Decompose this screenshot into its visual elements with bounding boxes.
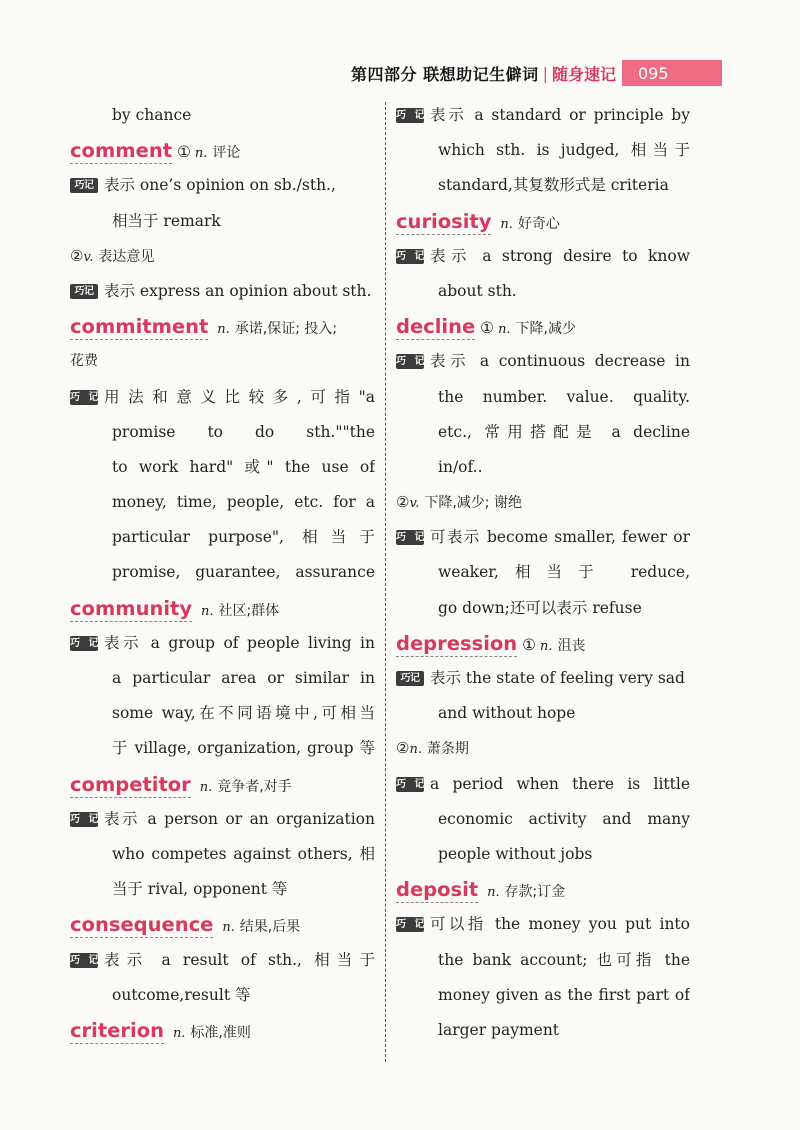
memory-tip-text: 表示 the state of feeling very sad — [430, 669, 685, 687]
memory-tip-text: 可表示 become smaller, fewer or — [430, 528, 690, 547]
definition: 社区;群体 — [218, 602, 280, 619]
part-of-speech: v. — [409, 496, 420, 512]
sense-number: ① — [480, 319, 495, 338]
part-of-speech: n. — [201, 603, 214, 619]
text-line: to work hard" 或" the use of — [112, 457, 375, 476]
text-line: weaker,相当于 reduce, — [438, 563, 690, 582]
memory-tip-line — [396, 239, 690, 274]
memory-tip-text: 表示 a continuous decrease in — [430, 352, 690, 371]
text-line: etc., 常用搭配是 a decline — [438, 422, 690, 441]
memory-tip-text: a period when there is little — [430, 774, 690, 793]
memory-tip-badge: 巧记 — [396, 110, 424, 122]
text-line: 相当于 remark — [112, 211, 221, 230]
text-line: promise, guarantee, assurance — [112, 563, 375, 582]
definition: 表达意见 — [98, 248, 155, 265]
sense-line — [396, 485, 690, 520]
text-line: larger payment — [438, 1020, 560, 1039]
text-line: outcome,result 等 — [112, 985, 251, 1004]
text-line: by chance — [112, 106, 192, 124]
definition: 好奇心 — [517, 215, 560, 232]
part-of-speech: n. — [500, 216, 513, 232]
page-number: 095 — [622, 60, 722, 86]
sense-line — [70, 239, 375, 274]
memory-tip-text: 表示 a strong desire to know — [430, 246, 690, 265]
memory-tip-line — [396, 98, 690, 133]
definition: 存款;订金 — [504, 884, 566, 901]
memory-tip-line — [396, 661, 690, 696]
part-of-speech: n. — [199, 779, 213, 795]
text-line: money, time, people, etc. for a — [112, 493, 375, 512]
entry-headword-line — [70, 591, 375, 626]
text-line: the bank account; 也可指 the — [438, 950, 690, 969]
part-of-speech: n. — [409, 742, 422, 758]
definition: 沮丧 — [557, 637, 586, 654]
part-of-speech: n. — [487, 885, 500, 901]
text-line: the number. value. quality. — [438, 387, 690, 406]
entry-headword-line — [70, 309, 375, 344]
text-line: 当于 rival, opponent 等 — [112, 880, 288, 899]
text-line: economic activity and many — [438, 809, 690, 828]
memory-tip-text: 表示 express an opinion about sth. — [104, 281, 372, 300]
headword: criterion — [70, 1018, 164, 1042]
part-of-speech: n. — [172, 1025, 186, 1041]
column-divider — [385, 102, 386, 1062]
memory-tip-line — [70, 168, 375, 203]
definition: 下降,减少 — [515, 321, 576, 338]
memory-tip-badge: 巧记 — [70, 284, 98, 299]
text-line: some way,在不同语境中,可相当 — [112, 704, 375, 723]
memory-tip-text: 表示 a person or an organization — [104, 809, 375, 828]
memory-tip-text: 用法和意义比较多,可指"a — [104, 387, 375, 406]
memory-tip-line — [70, 626, 375, 661]
memory-tip-text: 可以指 the money you put into — [430, 915, 690, 934]
text-line: who competes against others, 相 — [112, 844, 375, 863]
entry-headword-line — [396, 872, 690, 907]
entry-headword-line — [396, 204, 690, 239]
definition: 结果,后果 — [239, 919, 301, 936]
memory-tip-text: 表示 a group of people living in — [104, 633, 375, 652]
definition: 标准,准则 — [190, 1024, 251, 1041]
part-of-speech: n. — [498, 322, 511, 338]
header-separator: | — [542, 63, 548, 83]
part-of-speech: n. — [217, 322, 230, 338]
headword: competitor — [70, 772, 191, 796]
right-column — [396, 98, 690, 1048]
memory-tip-line — [70, 274, 375, 309]
sense-number: ② — [70, 246, 84, 265]
entry-headword-line — [70, 767, 375, 802]
continuation-text: 花费 — [70, 353, 98, 370]
page-header — [351, 58, 722, 88]
memory-tip-line — [396, 907, 690, 942]
headword: comment — [70, 139, 173, 163]
text-line: go down;还可以表示 refuse — [438, 598, 642, 617]
memory-tip-line — [396, 767, 690, 802]
definition: 萧条期 — [426, 741, 469, 758]
text-line: about sth. — [438, 281, 517, 300]
section-title: 第四部分 联想助记生僻词 — [351, 64, 539, 84]
memory-tip-line — [70, 943, 375, 978]
text-line: people without jobs — [438, 844, 593, 863]
entry-headword-line — [70, 1013, 375, 1048]
sense-number: ② — [396, 739, 410, 758]
part-of-speech: v. — [83, 249, 94, 265]
headword: decline — [396, 315, 476, 339]
left-column — [70, 98, 375, 1048]
definition: 下降,减少; 谢绝 — [424, 495, 522, 512]
sense-number: ① — [522, 635, 537, 654]
text-line: which sth. is judged, 相当于 — [438, 141, 690, 160]
headword: curiosity — [396, 209, 492, 233]
memory-tip-line — [396, 520, 690, 555]
entry-headword-line — [396, 626, 690, 661]
headword: deposit — [396, 878, 479, 902]
memory-tip-badge: 巧记 — [70, 954, 98, 966]
part-of-speech: n. — [222, 920, 235, 936]
text-line: 于 village, organization, group 等 — [112, 739, 375, 758]
headword: depression — [396, 631, 518, 655]
text-line: money given as the first part of — [438, 985, 690, 1004]
entry-headword-line — [70, 907, 375, 942]
definition: 承诺,保证; 投入; — [234, 321, 338, 338]
memory-tip-badge: 巧记 — [70, 637, 98, 649]
memory-tip-badge: 巧记 — [396, 919, 424, 931]
memory-tip-badge: 巧记 — [70, 391, 98, 403]
sense-line — [396, 731, 690, 766]
definition: 评论 — [212, 145, 241, 162]
memory-tip-badge: 巧记 — [396, 356, 424, 368]
memory-tip-line — [70, 802, 375, 837]
text-line: promise to do sth.""the — [112, 422, 375, 441]
memory-tip-text: 表示 one’s opinion on sb./sth., — [104, 176, 336, 195]
text-line: in/of.. — [438, 457, 483, 476]
text-line: particular purpose", 相当于 — [112, 528, 375, 547]
memory-tip-badge: 巧记 — [396, 778, 424, 790]
sense-number: ② — [396, 493, 410, 512]
memory-tip-line — [70, 380, 375, 415]
memory-tip-badge: 巧记 — [70, 813, 98, 825]
text-line: a particular area or similar in — [112, 669, 375, 687]
text-line: standard,其复数形式是 criteria — [438, 176, 669, 195]
memory-tip-text: 表示 a standard or principle by — [430, 106, 690, 124]
part-of-speech: n. — [194, 146, 208, 162]
memory-tip-text: 表示 a result of sth., 相当于 — [104, 950, 375, 969]
text-line: and without hope — [438, 704, 576, 723]
entry-headword-line — [396, 309, 690, 344]
memory-tip-line — [396, 344, 690, 379]
headword: commitment — [70, 315, 209, 339]
headword: community — [70, 596, 193, 620]
headword: consequence — [70, 913, 214, 937]
memory-tip-badge: 巧记 — [396, 671, 424, 686]
sense-number: ① — [176, 143, 191, 162]
entry-headword-line — [70, 133, 375, 168]
series-title: 随身速记 — [551, 64, 616, 84]
memory-tip-badge: 巧记 — [396, 532, 424, 544]
part-of-speech: n. — [540, 638, 553, 654]
memory-tip-badge: 巧记 — [396, 250, 424, 262]
definition: 竞争者,对手 — [217, 778, 292, 795]
memory-tip-badge: 巧记 — [70, 178, 98, 193]
